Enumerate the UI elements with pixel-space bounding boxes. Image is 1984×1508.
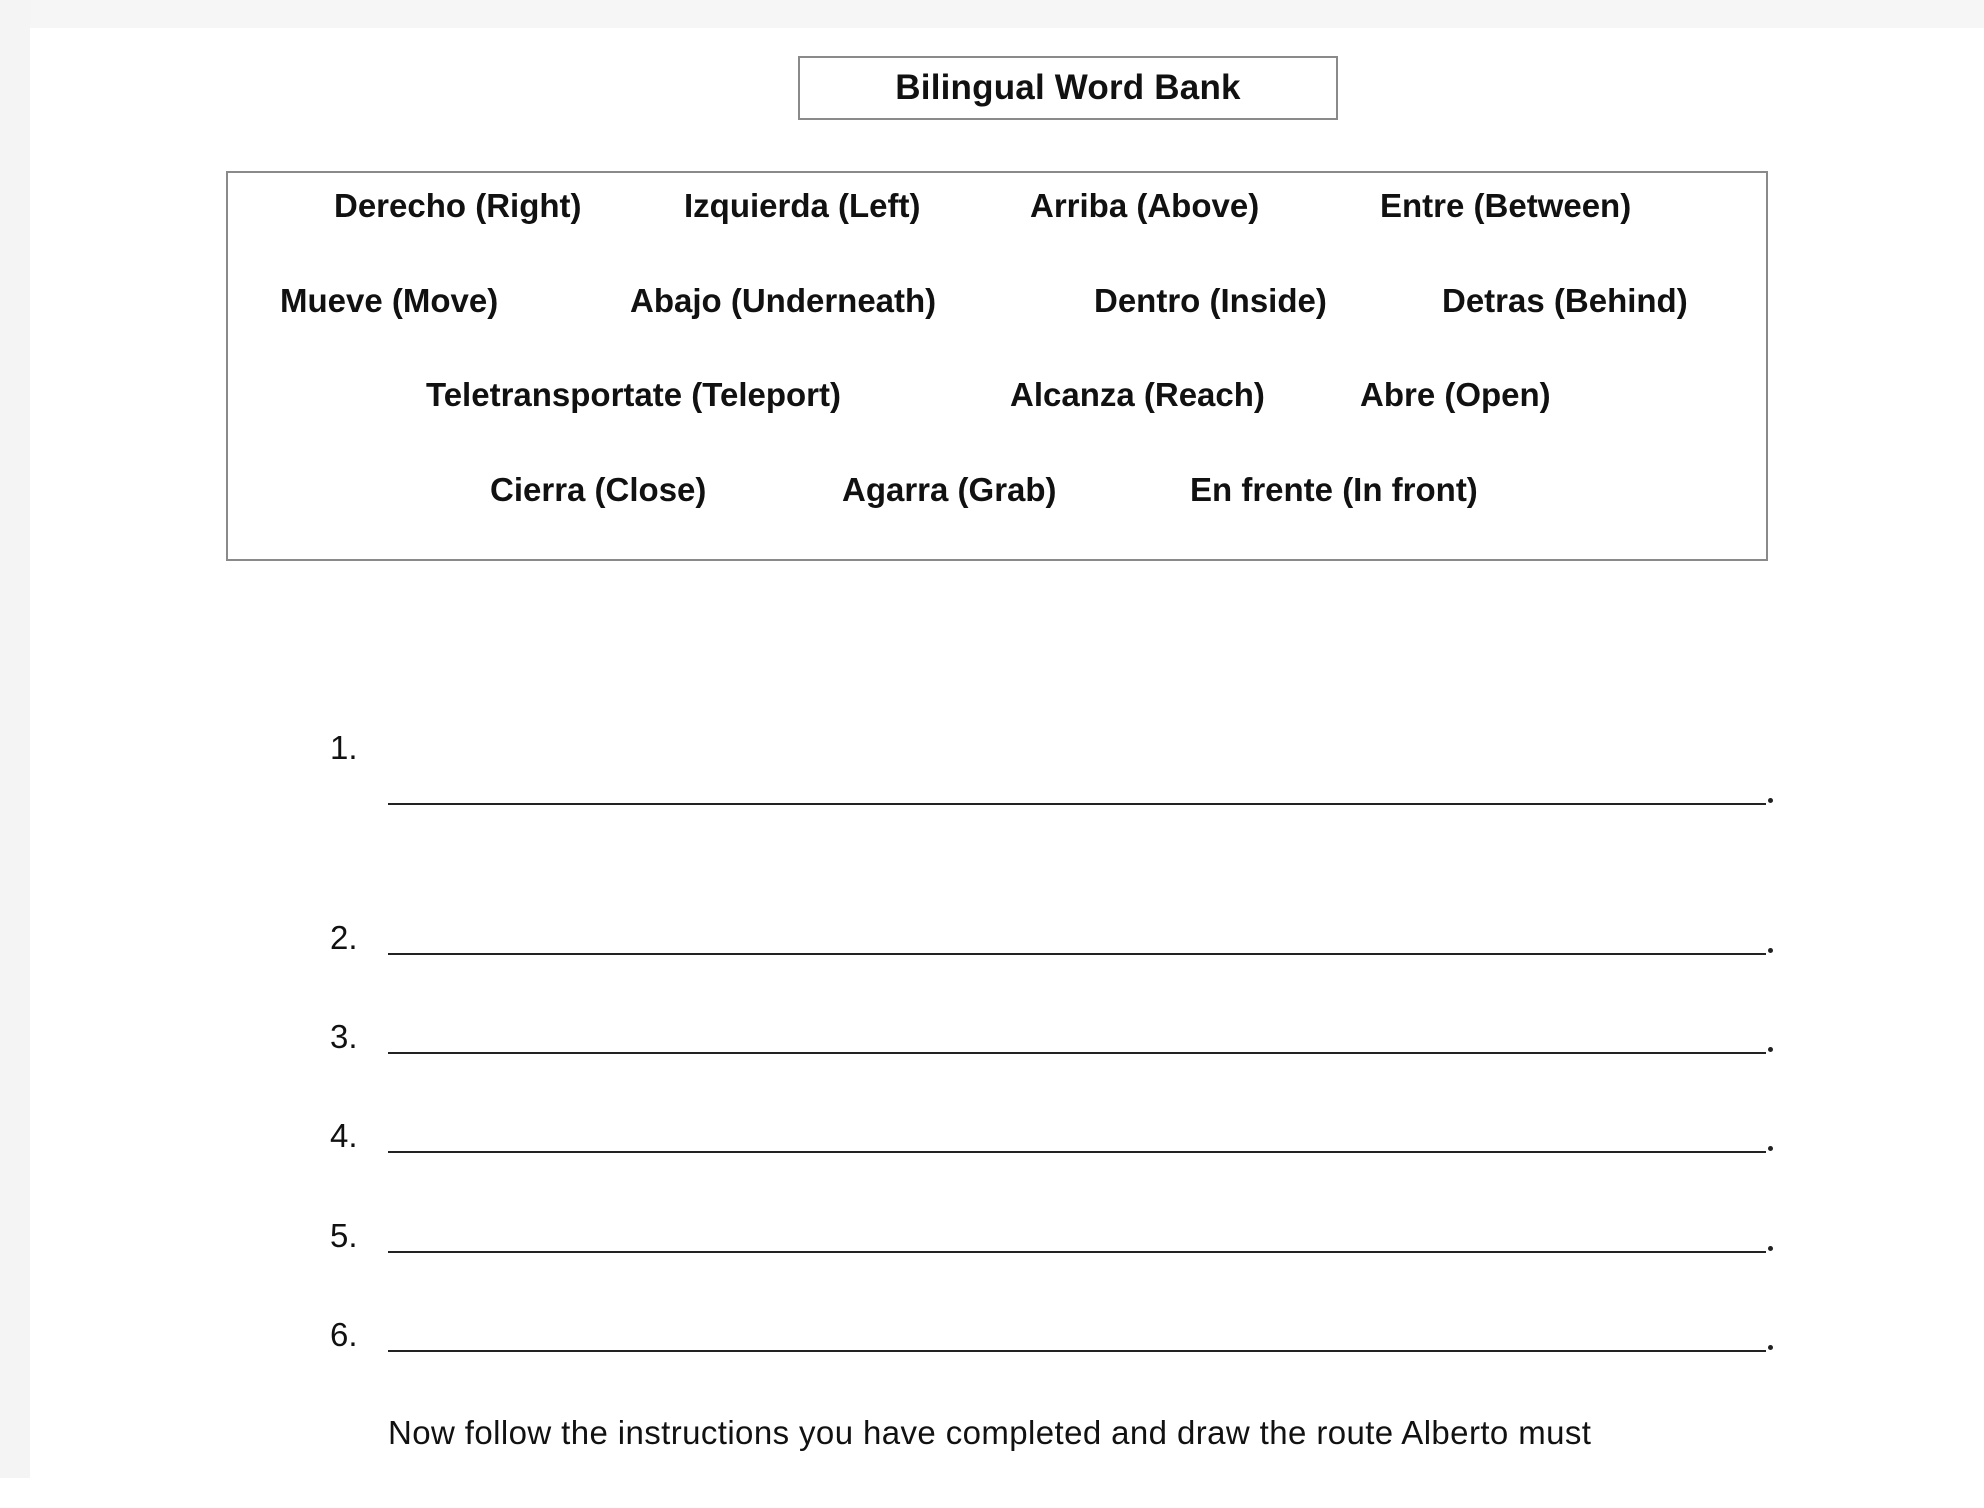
line-end-period	[1768, 948, 1773, 953]
item-number: 4.	[330, 1117, 358, 1154]
answer-line[interactable]	[388, 1251, 1766, 1253]
word-bank-item: Derecho (Right)	[334, 187, 582, 224]
item-number: 1.	[330, 729, 358, 766]
item-number: 3.	[330, 1018, 358, 1055]
answer-line[interactable]	[388, 1350, 1766, 1352]
viewer-top-margin	[0, 0, 1984, 28]
line-end-period	[1768, 1246, 1773, 1251]
document-page	[30, 28, 1984, 1478]
word-bank-item: Abre (Open)	[1360, 376, 1551, 413]
answer-line[interactable]	[388, 953, 1766, 955]
word-bank-item: Teletransportate (Teleport)	[426, 376, 841, 413]
word-bank-item: En frente (In front)	[1190, 471, 1478, 508]
answer-line[interactable]	[388, 1151, 1766, 1153]
word-bank-title: Bilingual Word Bank	[798, 56, 1338, 120]
word-bank-item: Entre (Between)	[1380, 187, 1632, 224]
word-bank-item: Detras (Behind)	[1442, 282, 1688, 319]
answer-line[interactable]	[388, 803, 1766, 805]
line-end-period	[1768, 798, 1773, 803]
word-bank-item: Mueve (Move)	[280, 282, 499, 319]
item-number: 5.	[330, 1217, 358, 1254]
item-number: 2.	[330, 919, 358, 956]
word-bank-item: Izquierda (Left)	[684, 187, 921, 224]
line-end-period	[1768, 1047, 1773, 1052]
instructions-text: Now follow the instructions you have completed and draw the route Alberto must	[388, 1414, 1592, 1451]
word-bank-item: Arriba (Above)	[1030, 187, 1260, 224]
viewer-bottom-margin	[0, 1478, 1984, 1508]
word-bank-item: Dentro (Inside)	[1094, 282, 1327, 319]
word-bank-item: Alcanza (Reach)	[1010, 376, 1265, 413]
viewer-left-margin	[0, 0, 30, 1508]
line-end-period	[1768, 1146, 1773, 1151]
word-bank-item: Abajo (Underneath)	[630, 282, 937, 319]
word-bank-item: Cierra (Close)	[490, 471, 707, 508]
word-bank-box	[226, 171, 1768, 561]
answer-line[interactable]	[388, 1052, 1766, 1054]
item-number: 6.	[330, 1316, 358, 1353]
word-bank-item: Agarra (Grab)	[842, 471, 1057, 508]
line-end-period	[1768, 1345, 1773, 1350]
